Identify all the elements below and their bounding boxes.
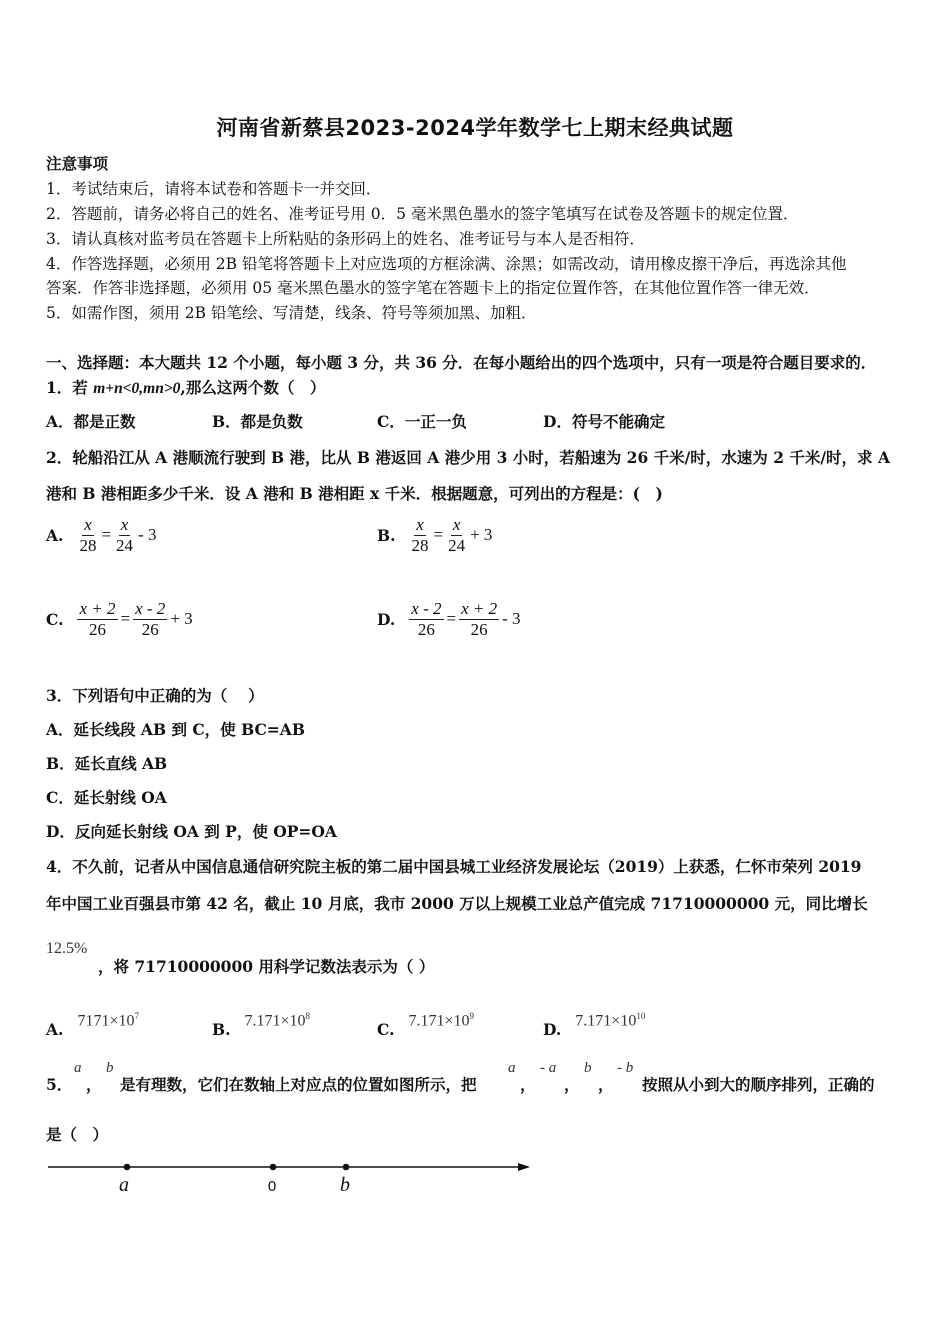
notice-item: 答案．作答非选择题，必须用 05 毫米黑色墨水的签字笔在答题卡上的指定位置作答，在其他位置作答一律无效．	[46, 279, 820, 297]
q1-option-b[interactable]: B．都是负数	[212, 412, 303, 431]
notice-item: 4．作答选择题，必须用 2B 铅笔将答题卡上对应选项的方框涂满、涂黑；如需改动，请用橡皮擦干净后，再选涂其他	[46, 255, 847, 273]
q3-option-b[interactable]: B．延长直线 AB	[46, 754, 168, 773]
q1-option-a[interactable]: A．都是正数	[46, 412, 136, 431]
q5-neg-a: - a	[540, 1060, 557, 1076]
q5-var-a2: a	[508, 1060, 516, 1076]
q2-option-b[interactable]: B. $\frac{x}{28}$ = $\frac{x}{24}$ + 3	[377, 515, 493, 555]
question-3-stem: 3．下列语句中正确的为（ ）	[46, 686, 264, 705]
question-1-stem: 1．若 m+n<0,mn>0,那么这两个数（ ）	[46, 378, 326, 397]
q4-option-c[interactable]: C. $7.171\times 10^9$	[377, 1010, 474, 1039]
q4-option-d[interactable]: D. $7.171\times 10^{10}$	[543, 1010, 646, 1039]
q4-percent: 12.5%	[46, 940, 88, 957]
q5-var-b2: b	[584, 1060, 592, 1076]
q5-text-2: 按照从小到大的顺序排列，正确的	[642, 1075, 875, 1094]
q5-var-b: b	[106, 1060, 114, 1076]
question-2-line1: 2．轮船沿江从 A 港顺流行驶到 B 港，比从 B 港返回 A 港少用 3 小时，若船速为 26 千米/时，水速为 2 千米/时，求 A	[46, 448, 890, 467]
question-5-number: 5．	[46, 1075, 73, 1094]
label-a: a	[119, 1174, 129, 1196]
q4-option-b[interactable]: B. $7.171\times 10^8$	[212, 1010, 311, 1039]
q2-option-d[interactable]: D. $\frac{x - 2}{26}$ = $\frac{x + 2}{26}$ - 3	[377, 599, 521, 639]
label-b: b	[340, 1174, 350, 1196]
question-4-line3: ，将 71710000000 用科学记数法表示为（ ）	[98, 957, 435, 976]
q5-text-1: 是有理数，它们在数轴上对应点的位置如图所示，把	[120, 1075, 477, 1094]
notice-item: 3．请认真核对监考员在答题卡上所粘贴的条形码上的姓名、准考证号与本人是否相符．	[46, 230, 645, 248]
question-4-line1: 4．不久前，记者从中国信息通信研究院主板的第二届中国县城工业经济发展论坛（2019）上获悉，仁怀市荣列 2019	[46, 857, 862, 876]
section-heading: 一、选择题：本大题共 12 个小题，每小题 3 分，共 36 分．在每小题给出的四个选项中，只有一项是符合题目要求的．	[46, 353, 877, 372]
q1-option-d[interactable]: D．符号不能确定	[543, 412, 665, 431]
notice-item: 5．如需作图，须用 2B 铅笔绘、写清楚，线条、符号等须加黑、加粗．	[46, 304, 537, 322]
q3-option-d[interactable]: D．反向延长射线 OA 到 P，使 OP=OA	[46, 822, 337, 841]
q5-comma: ，	[564, 1075, 580, 1094]
q5-comma: ，	[86, 1075, 102, 1094]
q4-option-a[interactable]: A. $7171\times 10^7$	[46, 1010, 139, 1039]
q5-neg-b: - b	[617, 1060, 634, 1076]
question-4-line2: 年中国工业百强县市第 42 名，截止 10 月底，我市 2000 万以上规模工业总产值完成 71710000000 元，同比增长	[46, 894, 868, 913]
notice-heading: 注意事项	[46, 154, 109, 173]
q3-option-a[interactable]: A．延长线段 AB 到 C，使 BC=AB	[46, 720, 305, 739]
notice-item: 2．答题前，请务必将自己的姓名、准考证号用 0．5 毫米黑色墨水的签字笔填写在试卷及答题卡的规定位置．	[46, 205, 799, 223]
point-b	[343, 1164, 350, 1171]
arrow-right-icon	[518, 1163, 530, 1171]
point-origin	[270, 1164, 277, 1171]
q5-var-a: a	[74, 1060, 82, 1076]
q5-comma: ，	[598, 1075, 614, 1094]
label-zero: 0	[267, 1178, 277, 1195]
question-2-line2: 港和 B 港相距多少千米．设 A 港和 B 港相距 x 千米．根据题意，可列出的方程是：( )	[46, 484, 663, 503]
question-5-line2: 是（ ）	[46, 1125, 109, 1144]
q1-option-c[interactable]: C．一正一负	[377, 412, 467, 431]
q2-option-c[interactable]: C. $\frac{x + 2}{26}$ = $\frac{x - 2}{26}$ + 3	[46, 599, 193, 639]
q2-option-a[interactable]: A. $\frac{x}{28}$ = $\frac{x}{24}$ - 3	[46, 515, 157, 555]
number-line-figure	[40, 1150, 540, 1200]
point-a	[124, 1164, 131, 1171]
q3-option-c[interactable]: C．延长射线 OA	[46, 788, 167, 807]
notice-item: 1．考试结束后，请将本试卷和答题卡一并交回．	[46, 180, 382, 198]
q1-condition-math: m+n<0,mn>0	[93, 380, 181, 397]
page-title: 河南省新蔡县2023-2024学年数学七上期末经典试题	[216, 116, 734, 140]
q5-comma: ，	[520, 1075, 536, 1094]
